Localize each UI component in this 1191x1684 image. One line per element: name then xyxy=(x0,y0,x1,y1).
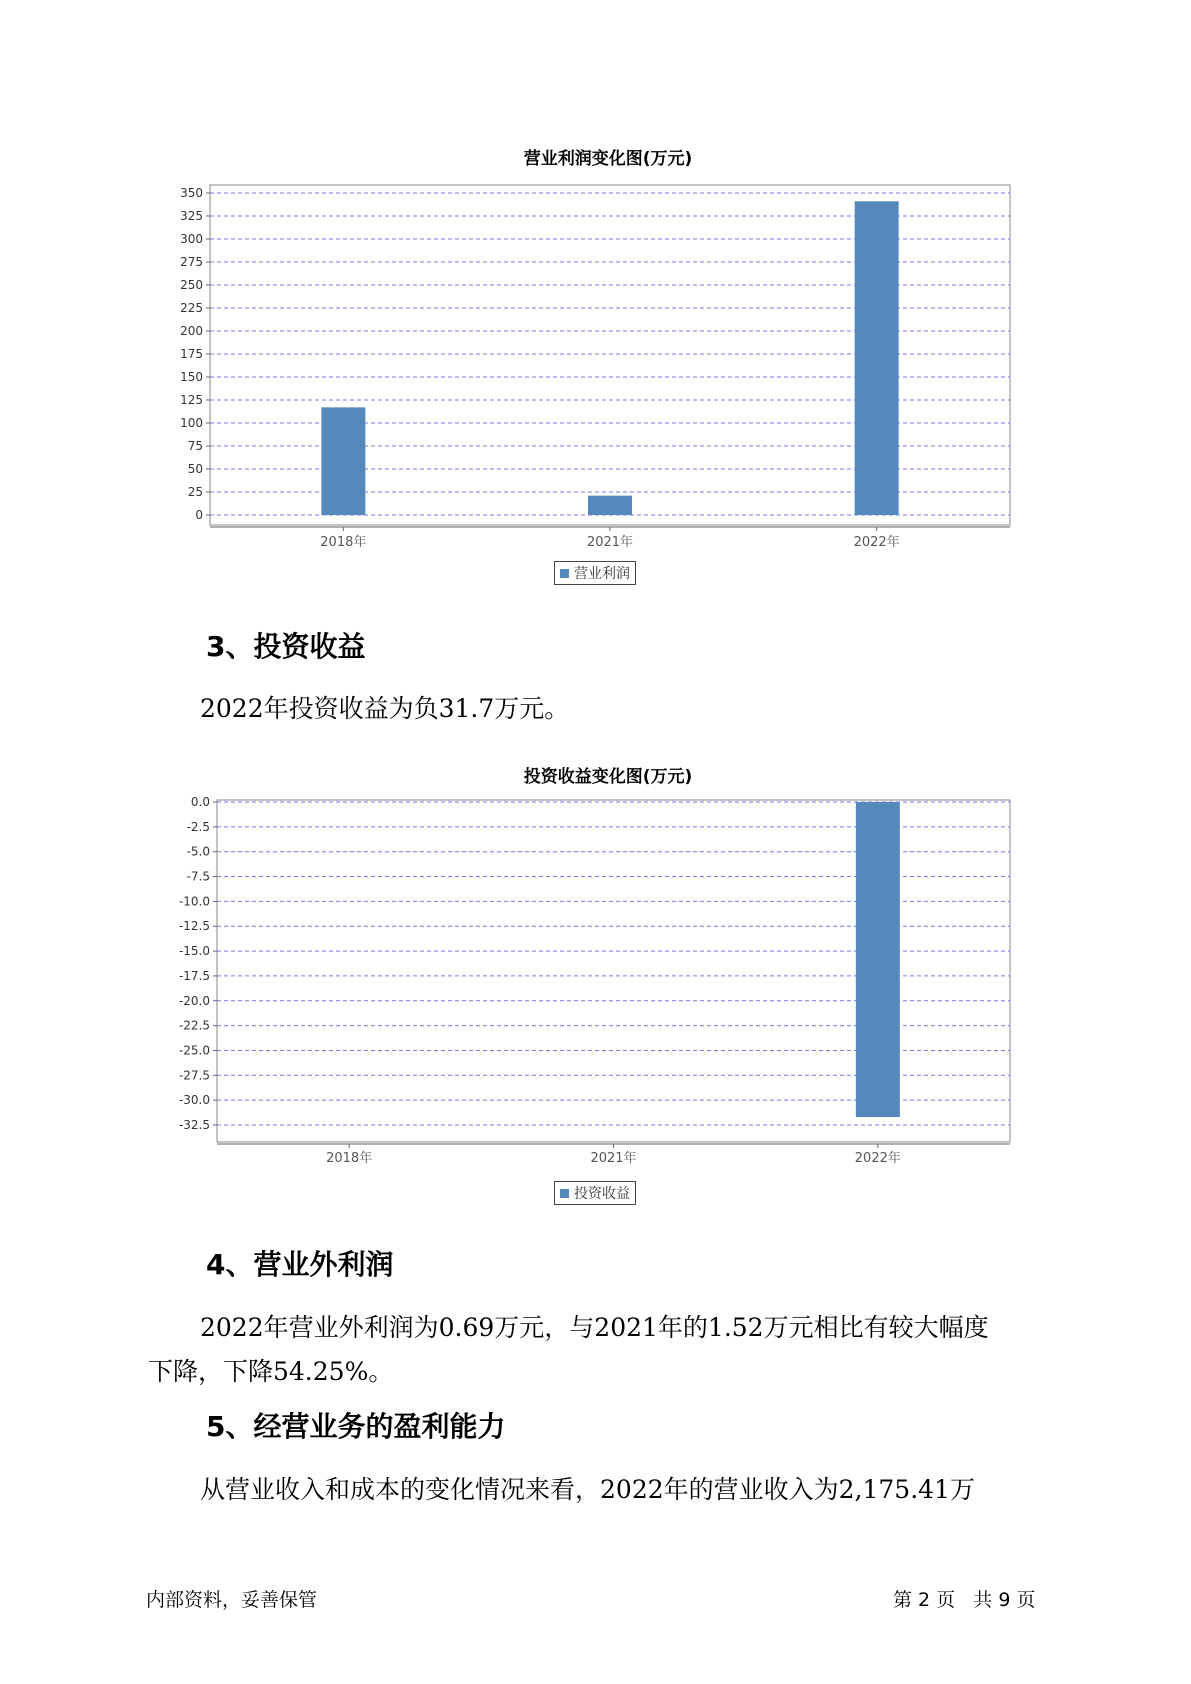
y-tick-label: 350 xyxy=(180,186,203,200)
y-tick-label: 0 xyxy=(195,508,203,522)
y-tick-label: -22.5 xyxy=(178,1018,210,1033)
section-5-heading: 5、经营业务的盈利能力 xyxy=(206,1410,506,1443)
legend-label: 营业利润 xyxy=(574,566,630,582)
bar xyxy=(856,802,900,1117)
section-5-text-line1: 从营业收入和成本的变化情况来看，2022年的营业收入为2,175.41万 xyxy=(200,1475,975,1504)
section-4-heading: 4、营业外利润 xyxy=(206,1248,394,1281)
x-tick-label: 2018年 xyxy=(326,1151,373,1166)
y-tick-label: 325 xyxy=(180,209,203,223)
x-tick-label: 2021年 xyxy=(590,1151,637,1166)
y-tick-label: 150 xyxy=(180,370,203,384)
section-3-text: 2022年投资收益为负31.7万元。 xyxy=(200,694,570,723)
x-tick-label: 2022年 xyxy=(853,535,900,550)
y-tick-label: -25.0 xyxy=(178,1043,210,1058)
legend-label: 投资收益 xyxy=(574,1186,630,1202)
y-tick-label: -5.0 xyxy=(186,844,210,859)
operating-profit-legend xyxy=(554,561,636,585)
bar xyxy=(588,496,632,515)
operating-profit-chart-title: 营业利润变化图(万元) xyxy=(523,149,693,169)
y-tick-label: -27.5 xyxy=(178,1068,210,1083)
y-tick-label: 100 xyxy=(180,416,203,430)
y-tick-label: 250 xyxy=(180,278,203,292)
y-tick-label: -2.5 xyxy=(186,819,210,834)
y-tick-label: 175 xyxy=(180,347,203,361)
bar xyxy=(321,407,365,515)
y-tick-label: 50 xyxy=(187,462,203,476)
y-tick-label: 225 xyxy=(180,301,203,315)
footer-left: 内部资料，妥善保管 xyxy=(146,1589,318,1611)
section-4-text-line2: 下降，下降54.25%。 xyxy=(148,1357,394,1386)
y-tick-label: -10.0 xyxy=(178,894,210,909)
y-tick-label: 75 xyxy=(187,439,203,453)
x-tick-label: 2021年 xyxy=(586,535,634,550)
y-tick-label: 25 xyxy=(187,485,203,499)
bar xyxy=(855,201,899,515)
x-tick-label: 2018年 xyxy=(320,535,367,550)
x-tick-label: 2022年 xyxy=(854,1151,901,1166)
legend-swatch xyxy=(560,1189,569,1198)
y-tick-label: -12.5 xyxy=(178,919,210,934)
investment-income-legend xyxy=(554,1181,636,1205)
footer-right: 第 2 页 共 9 页 xyxy=(893,1589,1036,1611)
y-tick-label: -17.5 xyxy=(178,968,210,983)
y-tick-label: 300 xyxy=(180,232,203,246)
y-tick-label: -20.0 xyxy=(178,993,210,1008)
y-tick-label: -32.5 xyxy=(178,1118,210,1132)
investment-income-chart xyxy=(179,795,1010,1166)
y-tick-label: -30.0 xyxy=(178,1093,210,1108)
y-tick-label: 200 xyxy=(180,324,203,338)
legend-swatch xyxy=(560,569,569,578)
y-tick-label: 275 xyxy=(180,255,203,269)
section-3-heading: 3、投资收益 xyxy=(206,630,366,663)
operating-profit-chart xyxy=(180,185,1010,550)
y-tick-label: 125 xyxy=(180,393,203,407)
y-tick-label: -7.5 xyxy=(186,869,210,884)
y-tick-label: -15.0 xyxy=(178,944,210,959)
y-tick-label: 0.0 xyxy=(190,795,210,809)
investment-income-chart-title: 投资收益变化图(万元) xyxy=(523,767,693,787)
section-4-text-line1: 2022年营业外利润为0.69万元，与2021年的1.52万元相比有较大幅度 xyxy=(200,1313,989,1342)
